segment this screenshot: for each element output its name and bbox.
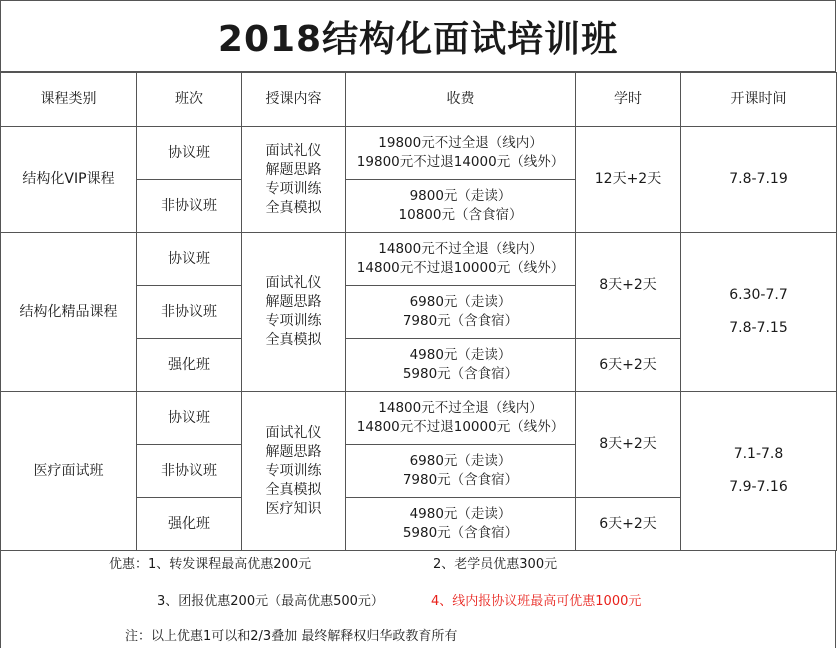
fee-line: 6980元（走读） <box>409 294 512 310</box>
content-cell <box>242 233 346 392</box>
header-class: 班次 <box>137 73 242 127</box>
content-item: 全真模拟 <box>265 481 322 498</box>
fee-line: 14800元不过退10000元（线外） <box>356 260 565 276</box>
class-name-cell: 非协议班 <box>137 180 242 233</box>
category-cell: 医疗面试班 <box>1 392 137 551</box>
content-cell <box>242 392 346 551</box>
dates-cell: 7.8-7.19 <box>681 127 837 233</box>
class-name-cell: 强化班 <box>137 498 242 551</box>
content-item: 解题思路 <box>265 294 322 310</box>
header-fee: 收费 <box>346 73 576 127</box>
date-range: 7.1-7.8 <box>733 446 784 462</box>
discount-4-highlight: 4、线内报协议班最高可优惠1000元 <box>431 594 642 609</box>
fee-cell <box>346 339 576 392</box>
content-item: 全真模拟 <box>265 199 322 216</box>
hours-cell: 8天+2天 <box>576 392 681 498</box>
content-item: 面试礼仪 <box>265 275 322 291</box>
fee-line: 19800元不过全退（线内） <box>378 135 543 151</box>
fee-line: 14800元不过全退（线内） <box>378 241 543 257</box>
table-row <box>1 127 837 180</box>
content-item: 面试礼仪 <box>265 142 322 159</box>
header-dates: 开课时间 <box>681 73 837 127</box>
content-item: 全真模拟 <box>265 332 322 348</box>
fee-line: 9800元（走读） <box>409 188 512 204</box>
table-row <box>1 233 837 286</box>
fee-line: 5980元（含食宿） <box>402 525 519 541</box>
content-item: 面试礼仪 <box>265 424 322 441</box>
content-cell <box>242 127 346 233</box>
date-range: 7.8-7.15 <box>729 320 788 336</box>
page-title: 2018结构化面试培训班 <box>0 0 836 72</box>
fee-line: 19800元不过退14000元（线外） <box>356 154 565 170</box>
header-row <box>1 73 837 127</box>
hours-cell: 12天+2天 <box>576 127 681 233</box>
header-content: 授课内容 <box>242 73 346 127</box>
discount-2: 2、老学员优惠300元 <box>433 557 558 572</box>
footnote: 注：以上优惠1可以和2/3叠加 最终解释权归华政教育所有 <box>125 629 458 644</box>
date-range: 6.30-7.7 <box>729 287 788 303</box>
fee-cell <box>346 180 576 233</box>
dates-cell <box>681 392 837 551</box>
fee-cell <box>346 127 576 180</box>
class-name-cell: 非协议班 <box>137 286 242 339</box>
fee-line: 6980元（走读） <box>409 453 512 469</box>
category-cell: 结构化VIP课程 <box>1 127 137 233</box>
fee-line: 14800元不过退10000元（线外） <box>356 419 565 435</box>
class-name-cell: 非协议班 <box>137 445 242 498</box>
discount-3: 3、团报优惠200元（最高优惠500元） <box>157 594 384 609</box>
fee-cell <box>346 498 576 551</box>
content-item: 解题思路 <box>265 443 322 460</box>
fee-cell <box>346 392 576 445</box>
class-name-cell: 强化班 <box>137 339 242 392</box>
hours-cell: 6天+2天 <box>576 498 681 551</box>
fee-cell <box>346 233 576 286</box>
hours-cell: 6天+2天 <box>576 339 681 392</box>
class-name-cell: 协议班 <box>137 233 242 286</box>
content-item: 专项训练 <box>265 180 322 197</box>
fee-line: 14800元不过全退（线内） <box>378 400 543 416</box>
header-category: 课程类别 <box>1 73 137 127</box>
class-name-cell: 协议班 <box>137 392 242 445</box>
header-hours: 学时 <box>576 73 681 127</box>
content-item: 专项训练 <box>265 462 322 479</box>
hours-cell: 8天+2天 <box>576 233 681 339</box>
dates-cell <box>681 233 837 392</box>
class-name-cell: 协议班 <box>137 127 242 180</box>
fee-line: 7980元（含食宿） <box>402 313 519 329</box>
discount-1: 优惠：1、转发课程最高优惠200元 <box>109 557 312 572</box>
course-table <box>0 72 837 551</box>
content-item: 解题思路 <box>265 161 322 178</box>
discount-notes <box>0 551 836 648</box>
content-item: 专项训练 <box>265 313 322 329</box>
date-range: 7.9-7.16 <box>729 479 788 495</box>
content-item: 医疗知识 <box>265 500 322 517</box>
fee-cell <box>346 445 576 498</box>
fee-line: 5980元（含食宿） <box>402 366 519 382</box>
table-row <box>1 392 837 445</box>
fee-line: 4980元（走读） <box>409 506 512 522</box>
category-cell: 结构化精品课程 <box>1 233 137 392</box>
fee-line: 7980元（含食宿） <box>402 472 519 488</box>
fee-cell <box>346 286 576 339</box>
fee-line: 4980元（走读） <box>409 347 512 363</box>
fee-line: 10800元（含食宿） <box>398 207 523 223</box>
